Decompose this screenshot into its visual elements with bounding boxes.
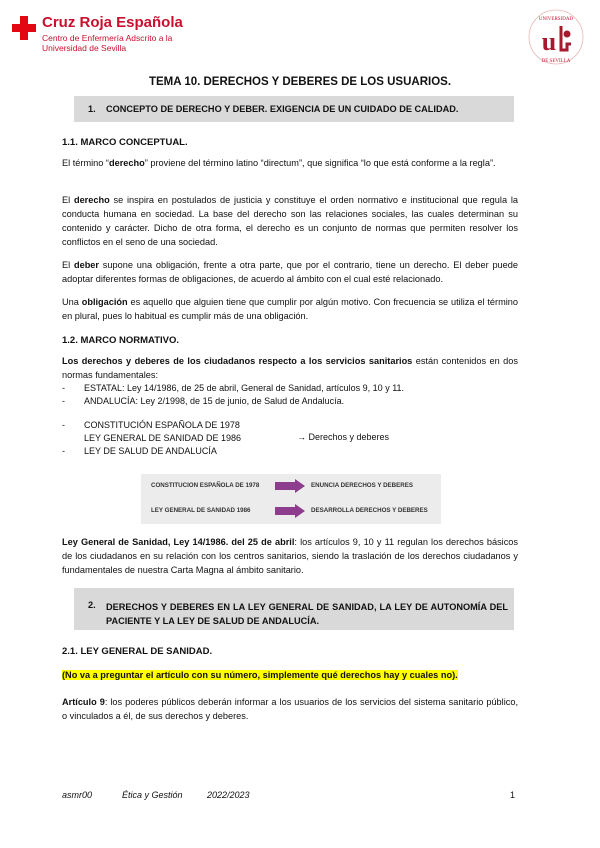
diagram-left-label: CONSTITUCION ESPAÑOLA DE 1978 bbox=[151, 482, 260, 489]
svg-text:DE SEVILLA: DE SEVILLA bbox=[541, 59, 571, 64]
paragraph-obligacion: Una obligación es aquello que alguien tiene que cumplir por algún motivo. Con frecuencia se utiliza el término en plural, pues lo habitual es cumplir más de una obligación. bbox=[62, 297, 518, 321]
org-name: Cruz Roja Española bbox=[42, 14, 183, 31]
subsection-1-2-heading: 1.2. MARCO NORMATIVO. bbox=[62, 335, 179, 346]
purple-arrow-icon bbox=[275, 504, 305, 518]
diagram-right-label: DESARROLLA DERECHOS Y DEBERES bbox=[311, 507, 428, 514]
section-2-heading bbox=[74, 588, 514, 630]
subsection-1-1-heading: 1.1. MARCO CONCEPTUAL. bbox=[62, 137, 188, 148]
svg-text:UNIVERSIDAD: UNIVERSIDAD bbox=[538, 17, 574, 22]
subsection-2-1-heading: 2.1. LEY GENERAL DE SANIDAD. bbox=[62, 646, 213, 657]
section-number: 2. bbox=[88, 600, 96, 610]
paragraph-derecho-origin: El término “derecho” proviene del término latino “directum”, que significa “lo que está conforme a la regla”. bbox=[62, 158, 496, 168]
diagram-right-label: ENUNCIA DERECHOS Y DEBERES bbox=[311, 482, 413, 489]
red-cross-icon bbox=[12, 16, 36, 40]
diagram-row bbox=[141, 474, 441, 498]
section-1-heading bbox=[74, 96, 514, 122]
laws-diagram bbox=[141, 474, 441, 524]
paragraph-articulo-9: Artículo 9: los poderes públicos deberán informar a los usuarios de los servicios del sistema sanitario público, o vinculados a él, de sus derechos y deberes. bbox=[62, 697, 519, 721]
footer-year: 2022/2023 bbox=[207, 790, 250, 800]
paragraph-normas-intro: Los derechos y deberes de los ciudadanos respecto a los servicios sanitarios están contenidos en dos normas fundamentales: bbox=[62, 356, 518, 380]
arrow-note: → Derechos y deberes bbox=[297, 432, 390, 442]
paragraph-lgs: Ley General de Sanidad, Ley 14/1986. del 25 de abril: los artículos 9, 10 y 11 regulan los derechos básicos de los ciudadanos en su relación con los centros sanitarios, siendo la traslación de los derechos ciudadanos y fundamentales de nuestra Carta Magna al ámbito sanitario. bbox=[62, 537, 518, 575]
paragraph-deber: El deber supone una obligación, frente a otra parte, que por el contrario, tiene un derecho. El deber puede adoptar diferentes formas de obligaciones, de acuerdo al ámbito con el cual esté relacionado. bbox=[62, 260, 518, 284]
list-item-continuation: LEY GENERAL DE SANIDAD DE 1986 bbox=[84, 433, 242, 443]
document-title: TEMA 10. DERECHOS Y DEBERES DE LOS USUARIOS. bbox=[148, 76, 452, 88]
page-number: 1 bbox=[510, 790, 516, 800]
org-subtitle: Centro de Enfermería Adscrito a la Universidad de Sevilla bbox=[42, 33, 173, 53]
svg-text:u: u bbox=[541, 27, 557, 56]
diagram-left-label: LEY GENERAL DE SANIDAD 1986 bbox=[151, 507, 251, 514]
purple-arrow-icon bbox=[275, 479, 305, 493]
list-item: - CONSTITUCIÓN ESPAÑOLA DE 1978 bbox=[62, 420, 240, 430]
list-item: - ANDALUCÍA: Ley 2/1998, de 15 de junio, de Salud de Andalucía. bbox=[62, 396, 345, 406]
cruz-roja-logo bbox=[10, 12, 210, 62]
norms-list bbox=[62, 382, 404, 408]
university-seal-icon bbox=[527, 8, 585, 66]
footer-subject: Ética y Gestión bbox=[122, 790, 183, 800]
footer-author: asmr00 bbox=[62, 790, 93, 800]
list-item: - ESTATAL: Ley 14/1986, de 25 de abril, General de Sanidad, artículos 9, 10 y 11. bbox=[62, 383, 405, 393]
laws-list bbox=[62, 419, 241, 458]
list-item: - LEY DE SALUD DE ANDALUCÍA bbox=[62, 446, 217, 456]
section-title: DERECHOS Y DEBERES EN LA LEY GENERAL DE SANIDAD, LA LEY DE AUTONOMÍA DEL PACIENTE Y LA LEY DE SALUD DE ANDALUCÍA. bbox=[106, 602, 508, 626]
section-title: CONCEPTO DE DERECHO Y DEBER. EXIGENCIA DE UN CUIDADO DE CALIDAD. bbox=[106, 104, 459, 114]
highlight-note: (No va a preguntar el artículo con su número, simplemente qué derechos hay y cuales no). bbox=[62, 670, 458, 680]
section-number: 1. bbox=[88, 104, 96, 114]
paragraph-derecho-definition: El derecho se inspira en postulados de justicia y constituye el orden normativo e institucional que regula la conducta humana en sociedad. La base del derecho son las relaciones sociales, las cuales determinan su contenido y carácter. Dicho de otra forma, el derecho es un conjunto de normas que permiten resolver los conflictos en el seno de una sociedad. bbox=[62, 195, 518, 247]
diagram-row bbox=[141, 499, 441, 523]
